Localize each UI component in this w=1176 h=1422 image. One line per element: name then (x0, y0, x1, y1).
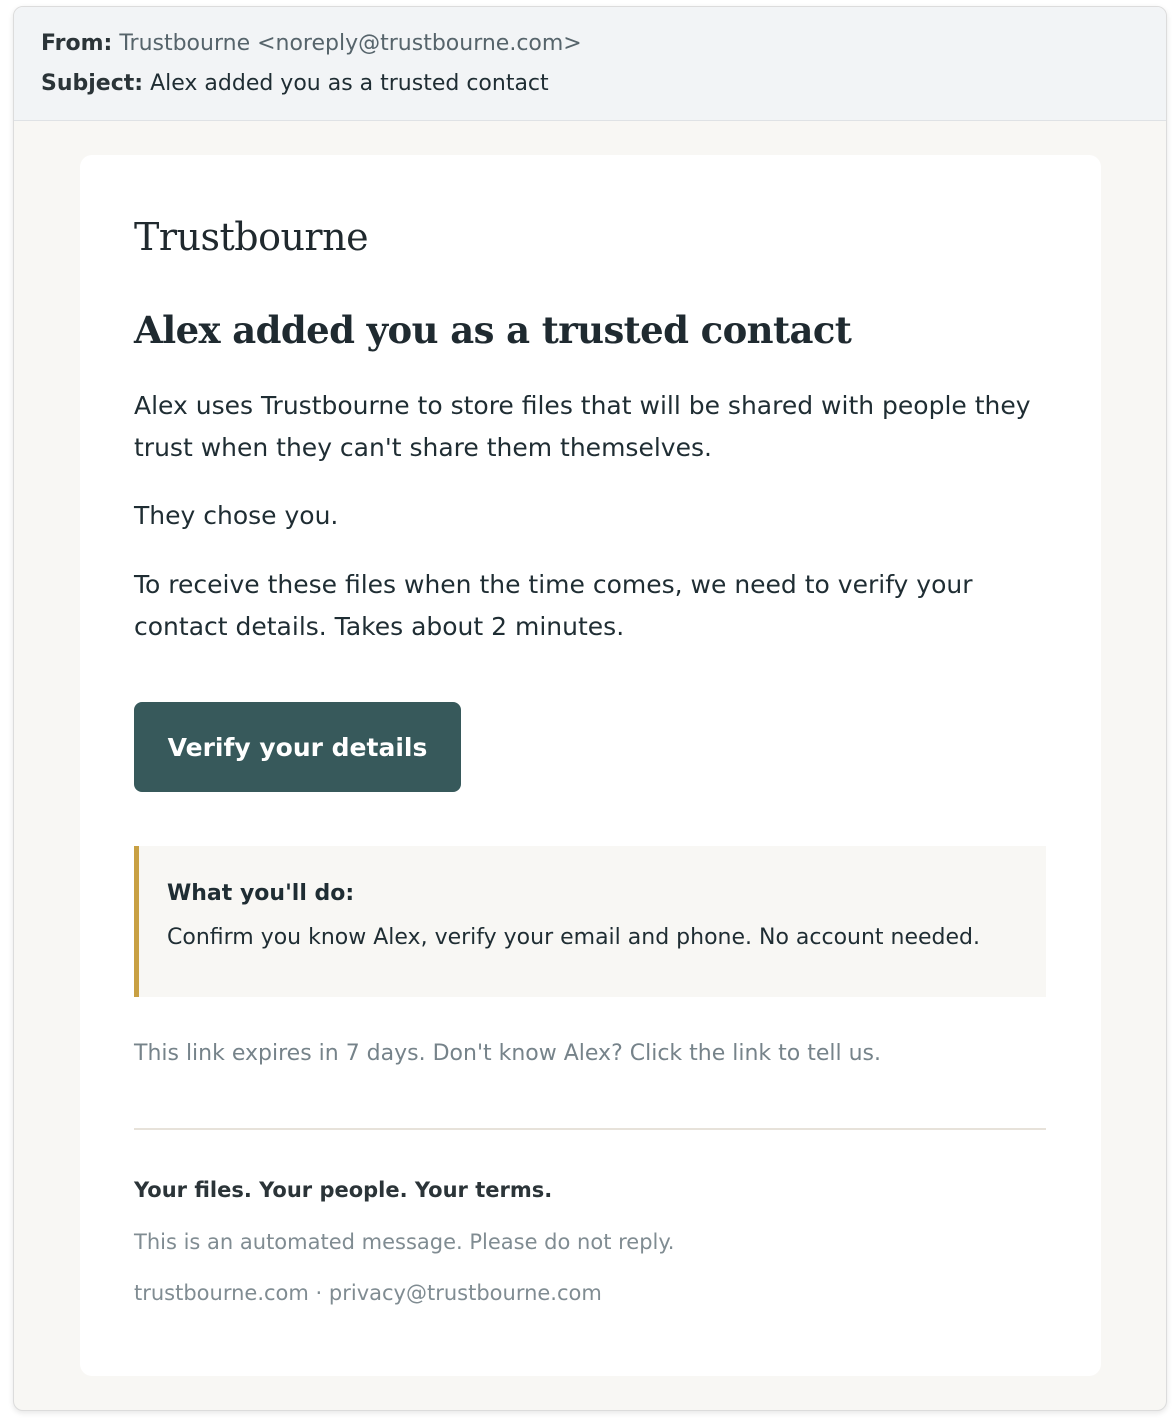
expiry-note: This link expires in 7 days. Don't know Alex? Click the link to tell us. (134, 1041, 882, 1066)
email-header (14, 7, 1166, 121)
email-headline: Alex added you as a trusted contact (134, 308, 852, 352)
privacy-email-link[interactable]: privacy@trustbourne.com (328, 1281, 602, 1305)
intro-paragraph: Alex uses Trustbourne to store files that will be shared with people they trust when they can't share them themselves. (134, 391, 1031, 462)
from-row (41, 31, 1166, 71)
email-frame (13, 6, 1167, 1411)
from-label: From: (41, 31, 113, 56)
chosen-paragraph: They chose you. (134, 501, 339, 530)
subject-value: Alex added you as a trusted contact (150, 71, 549, 96)
from-value: Trustbourne <noreply@trustbourne.com> (119, 31, 582, 56)
subject-label: Subject: (41, 71, 144, 96)
footer-tagline: Your files. Your people. Your terms. (134, 1178, 553, 1202)
brand-logo: Trustbourne (134, 215, 369, 259)
website-link[interactable]: trustbourne.com (134, 1281, 309, 1305)
what-youll-do-callout (134, 846, 1046, 997)
footer-separator: · (308, 1281, 329, 1305)
automated-message-note: This is an automated message. Please do not reply. (134, 1230, 675, 1254)
instructions-paragraph: To receive these files when the time comes, we need to verify your contact details. Takes about 2 minutes. (134, 570, 973, 641)
footer-links (134, 1280, 1047, 1306)
verify-details-button[interactable]: Verify your details (134, 702, 461, 792)
callout-title: What you'll do: (167, 881, 355, 906)
footer-divider (134, 1128, 1046, 1130)
callout-text: Confirm you know Alex, verify your email and phone. No account needed. (167, 925, 981, 950)
subject-row (41, 71, 1166, 111)
email-card (80, 155, 1101, 1376)
